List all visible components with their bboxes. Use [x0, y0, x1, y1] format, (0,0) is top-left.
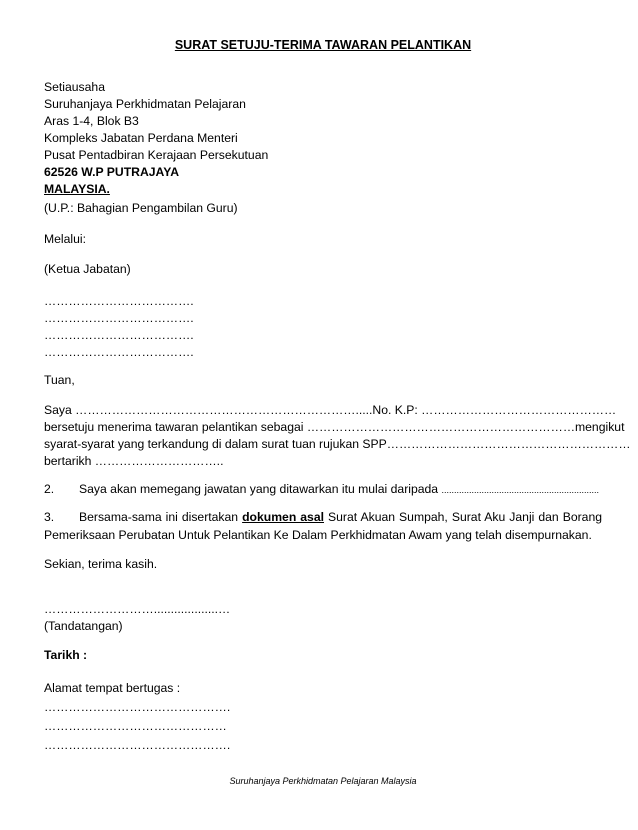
blank-line: ………………………………. — [44, 328, 194, 342]
start-date-blank: ............................................................... — [441, 485, 599, 495]
position-blank: bersetuju menerima tawaran pelantikan sebagai ……………………………………………………… — [44, 420, 563, 434]
paragraph-2-text: Saya akan memegang jawatan yang ditawarkan itu mulai daripada — [79, 482, 439, 496]
page-title: SURAT SETUJU-TERIMA TAWARAN PELANTIKAN — [174, 38, 472, 52]
blank-line: ………………………………. — [44, 294, 194, 308]
address-line: Setiausaha — [44, 80, 105, 94]
address-postcode-city: 62526 W.P PUTRAJAYA — [44, 165, 180, 179]
department-blank-lines — [44, 293, 602, 361]
blank-line: ………………………………. — [44, 311, 194, 325]
paragraph-1-line-2-end: …mengikut — [562, 420, 625, 434]
posting-address — [44, 680, 602, 754]
address-line: Kompleks Jabatan Perdana Menteri — [44, 131, 238, 145]
salutation: Tuan, — [44, 373, 75, 387]
paragraph-3-text-before: Bersama-sama ini disertakan — [79, 510, 239, 524]
paragraph-1-line-2 — [44, 419, 625, 436]
paragraph-number: 2. — [44, 482, 55, 496]
blank-line: ………………………………………. — [44, 738, 231, 752]
head-of-department: (Ketua Jabatan) — [44, 262, 131, 276]
blank-line: ………………………………. — [44, 345, 194, 359]
paragraph-2 — [44, 481, 602, 499]
paragraph-3-text-after: Surat Akuan Sumpah, Surat Aku Janji dan Borang Pemeriksaan Perubatan Untuk Pelantikan Ke Dalam Perkhidmatan Awam yang telah disempurnakan. — [44, 510, 603, 542]
paragraph-1-line-3: syarat-syarat yang terkandung di dalam surat tuan rujukan SPP…………………………………………………… — [44, 437, 631, 451]
blank-line: ……………………………………… — [44, 719, 227, 733]
page-footer: Suruhanjaya Perkhidmatan Pelajaran Malaysia — [229, 776, 417, 786]
paragraph-number: 3. — [44, 510, 55, 524]
paragraph-3 — [44, 508, 602, 544]
address-line: Suruhanjaya Perkhidmatan Pelajaran — [44, 97, 246, 111]
ic-number-blank: ..No. K.P: ………………………………………… — [365, 403, 617, 417]
signature-block — [44, 601, 602, 635]
posting-label: Alamat tempat bertugas : — [44, 681, 181, 695]
address-country: MALAYSIA. — [44, 182, 110, 196]
signature-line: ………………………...................… — [44, 602, 231, 616]
paragraph-1 — [44, 402, 631, 470]
paragraph-1-line-1 — [44, 402, 617, 419]
date-label: Tarikh : — [44, 648, 88, 662]
address-line: Aras 1-4, Blok B3 — [44, 114, 139, 128]
paragraph-3-emphasis: dokumen asal — [242, 510, 324, 524]
attention-line: (U.P.: Bahagian Pengambilan Guru) — [44, 201, 238, 215]
blank-line: ………………………………………. — [44, 700, 231, 714]
signature-label: (Tandatangan) — [44, 619, 123, 633]
address-line: Pusat Pentadbiran Kerajaan Persekutuan — [44, 148, 269, 162]
paragraph-1-line-4: bertarikh ………………………….. — [44, 454, 224, 468]
name-blank: Saya ……………………………………………………………... — [44, 403, 366, 417]
closing: Sekian, terima kasih. — [44, 557, 158, 571]
via-label: Melalui: — [44, 232, 86, 246]
recipient-address — [44, 79, 602, 198]
